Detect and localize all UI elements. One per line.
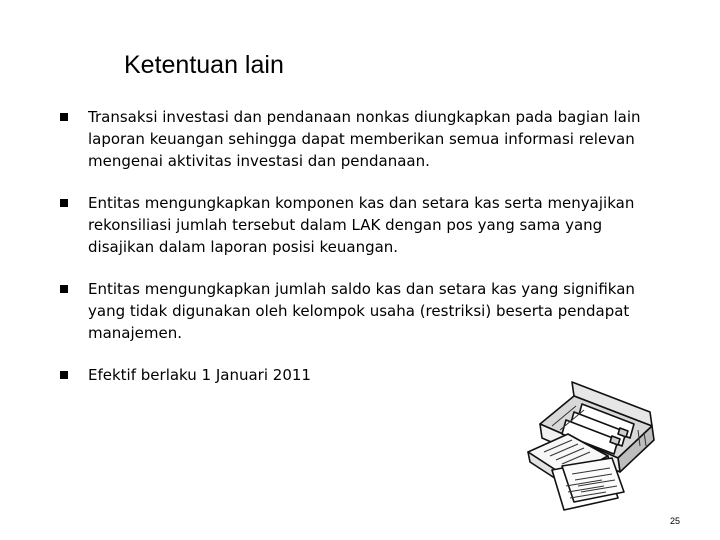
bullet-text: Entitas mengungkapkan jumlah saldo kas dan setara kas yang signifikan yang tidak digunakan oleh kelompok usaha (restriksi) beserta pendapat manajemen. <box>88 280 635 342</box>
bullet-text: Transaksi investasi dan pendanaan nonkas diungkapkan pada bagian lain laporan keuangan sehingga dapat memberikan semua informasi relevan mengenai aktivitas investasi dan pendanaan. <box>88 108 641 170</box>
square-bullet-icon <box>60 113 68 121</box>
slide-title: Ketentuan lain <box>124 51 284 79</box>
page-number: 25 <box>669 516 680 526</box>
bullet-item <box>60 192 660 258</box>
bullet-list <box>60 106 660 406</box>
square-bullet-icon <box>60 371 68 379</box>
bullet-text: Efektif berlaku 1 Januari 2011 <box>88 366 311 384</box>
bullet-text: Entitas mengungkapkan komponen kas dan setara kas serta menyajikan rekonsiliasi jumlah tersebut dalam LAK dengan pos yang sama yang disajikan dalam laporan posisi keuangan. <box>88 194 635 256</box>
square-bullet-icon <box>60 199 68 207</box>
square-bullet-icon <box>60 285 68 293</box>
bullet-item <box>60 106 660 172</box>
bullet-item <box>60 278 660 344</box>
file-tray-icon <box>522 374 664 516</box>
